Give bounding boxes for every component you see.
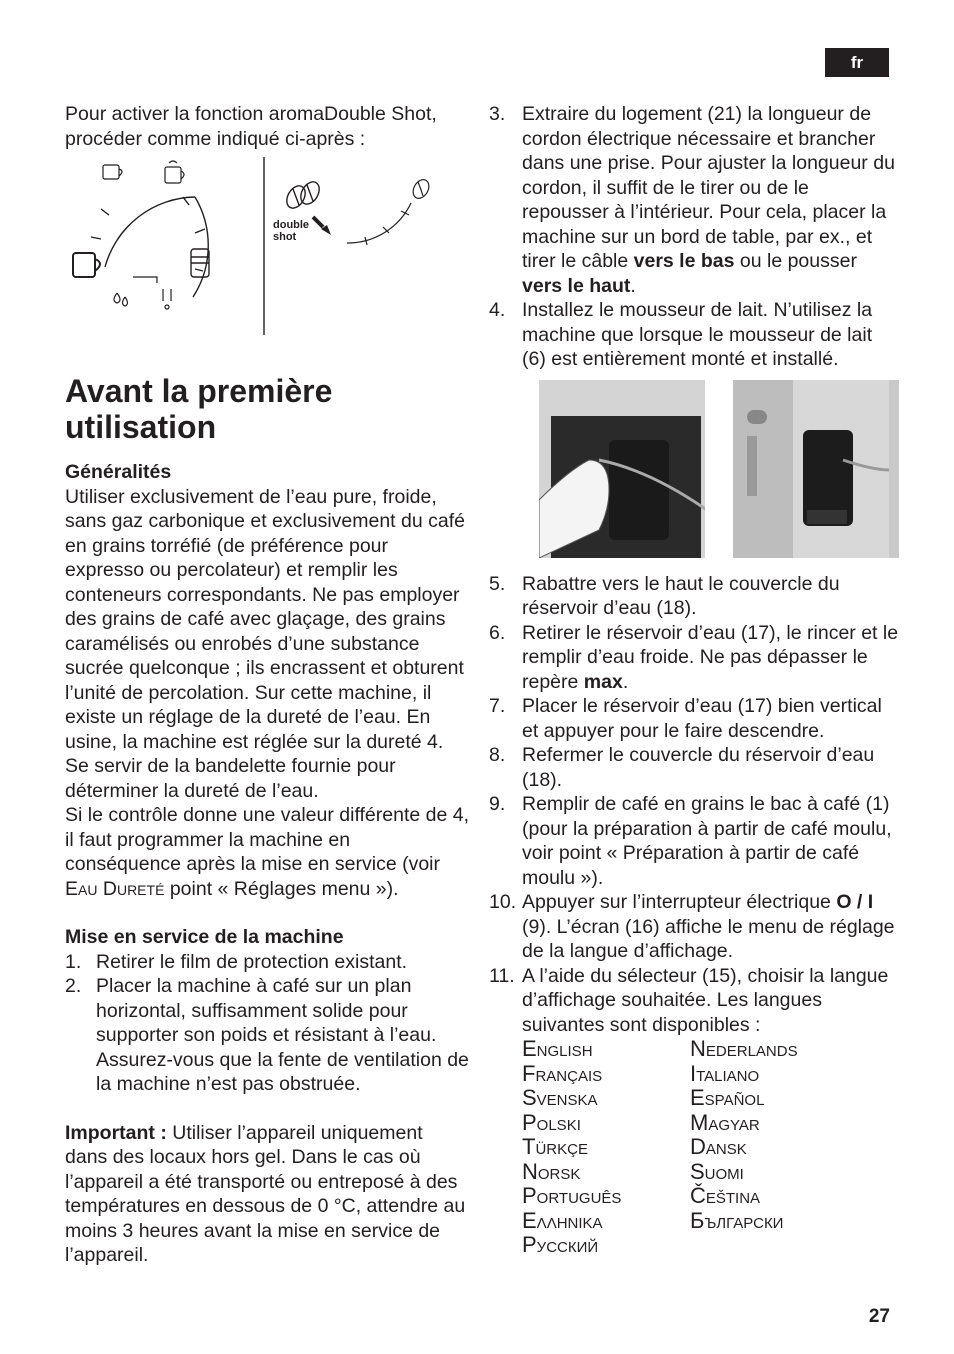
latte-glass-icon xyxy=(191,249,209,277)
pointer-icon xyxy=(313,217,331,235)
generalites-text: Utiliser exclusivement de l’eau pure, froide, sans gaz carbonique et exclusivement du café en grains torréfié (de préférence pour expresso ou percolateur) et remplir les conteneurs correspondants. Ne pas employer des grains de café avec glaçage, des grains caramélisés ou enrobés d’une substance sucrée quelconque ; ils encrassent et obturent l’unité de percolation. Sur cette machine, il existe un réglage de la dureté de l’eau. En usine, la machine est réglée sur la dureté 4. Se servir de la bandelette fournie pour déterminer la dureté de l’eau. xyxy=(65,485,465,802)
double-shot-label xyxy=(273,219,309,243)
cup-icon xyxy=(165,161,184,183)
dial-figure xyxy=(65,157,470,335)
language-item: Français xyxy=(522,1060,603,1086)
important-text: Utiliser l’appareil uniquement dans des locaux hors gel. Dans le cas où l’appareil a été transporté ou entreposé à des températures en dessous de 0 °C, attendre au moins 3 heures avant la mise en service de l’appareil. xyxy=(65,1121,466,1266)
steps-5-11 xyxy=(489,572,899,1038)
language-item: Español xyxy=(690,1085,765,1110)
generalites-title: Généralités xyxy=(65,461,172,483)
large-cup-icon xyxy=(73,253,100,277)
single-bean-icon xyxy=(410,177,432,201)
mise-steps xyxy=(65,950,470,1097)
photo-frother-installed xyxy=(733,380,899,558)
menu-path: Eau Dureté xyxy=(65,877,165,900)
shot-label: shot xyxy=(273,231,297,243)
intro-text: Pour activer la fonction aromaDouble Shot, procéder comme indiqué ci-après : xyxy=(65,103,437,150)
list-item: 7. Placer le réservoir d’eau (17) bien vertical et appuyer pour le faire descendre. xyxy=(489,695,882,742)
language-list xyxy=(522,1037,899,1258)
language-item: Ελληνικα xyxy=(522,1207,603,1233)
right-dial-arc xyxy=(347,203,411,243)
language-item: English xyxy=(522,1036,593,1061)
list-item: 3. Extraire du logement (21) la longueur de cordon électrique nécessaire et brancher dans une prise. Pour ajuster la longueur du cordon, il suffit de le tirer ou de le repousser à l’intérieur. Pour cela, placer la machine sur un bord de table, par ex., et tirer le câble vers le bas ou le pousser vers le haut. xyxy=(489,103,895,297)
language-item: Italiano xyxy=(690,1060,760,1086)
language-item: Русский xyxy=(522,1232,599,1257)
list-item: 9. Remplir de café en grains le bac à café (1) (pour la préparation à partir de café moulu, voir point « Préparation à partir de café moulu »). xyxy=(489,793,892,889)
small-cup-icon xyxy=(103,165,122,179)
text2-b: point « Réglages menu »). xyxy=(164,877,399,900)
list-item: 11. A l’aide du sélecteur (15), choisir la langue d’affichage souhaitée. Les langues suivantes sont disponibles : xyxy=(489,964,889,1036)
selector-arc-icon xyxy=(105,197,195,267)
left-column xyxy=(65,102,470,1268)
list-item: 1. Retirer le film de protection existant. xyxy=(65,950,408,973)
page-number: 27 xyxy=(868,1306,890,1327)
list-item: 10. Appuyer sur l’interrupteur électrique O / I (9). L’écran (16) affiche le menu de réglage de la langue d’affichage. xyxy=(489,891,895,962)
language-item: Türkçe xyxy=(522,1134,588,1159)
important-label: Important : xyxy=(65,1121,167,1144)
list-item: 6. Retirer le réservoir d’eau (17), le rincer et le remplir d’eau froide. Ne pas dépasser le repère max. xyxy=(489,621,899,693)
language-item: Magyar xyxy=(690,1109,760,1135)
double-label: double xyxy=(273,219,310,231)
language-item: Polski xyxy=(522,1109,581,1135)
language-item: Dansk xyxy=(690,1134,747,1159)
language-item: Български xyxy=(690,1207,784,1233)
language-item: Português xyxy=(522,1183,622,1208)
list-item: 8. Refermer le couvercle du réservoir d’eau (18). xyxy=(489,744,875,791)
language-item: Svenska xyxy=(522,1085,598,1110)
language-item: Norsk xyxy=(522,1158,581,1184)
generalites-text-2 xyxy=(65,803,470,901)
language-item: Suomi xyxy=(690,1158,744,1184)
steam-icon xyxy=(163,289,171,309)
language-tab: fr xyxy=(825,48,889,77)
mise-title: Mise en service de la machine xyxy=(65,926,344,948)
double-beans-icon xyxy=(283,179,323,212)
photo-install-frother xyxy=(539,380,705,558)
text2-a: Si le contrôle donne une valeur différente de 4, il faut programmer la machine en conséquence après la mise en service (voir xyxy=(65,804,470,875)
list-item: 4. Installez le mousseur de lait. N’utilisez la machine que lorsque le mousseur de lait (6) est entièrement monté et installé. xyxy=(489,299,873,370)
milk-frother-photos xyxy=(539,380,899,558)
steps-3-4 xyxy=(489,102,899,372)
language-item: Nederlands xyxy=(690,1036,798,1061)
list-item: 5. Rabattre vers le haut le couvercle du réservoir d’eau (18). xyxy=(489,572,840,619)
list-item: 2. Placer la machine à café sur un plan horizontal, suffisamment solide pour supporter son poids et résistant à l’eau. Assurez-vous que la fente de ventilation de la machine n’est pas obstruée. xyxy=(65,975,469,1095)
right-column xyxy=(489,102,899,1258)
important-note xyxy=(65,1121,470,1268)
language-item: Čeština xyxy=(690,1183,761,1208)
water-drops-icon xyxy=(114,277,157,306)
dial-illustration xyxy=(65,157,470,335)
section-heading: Avant la première utilisation xyxy=(65,373,333,445)
